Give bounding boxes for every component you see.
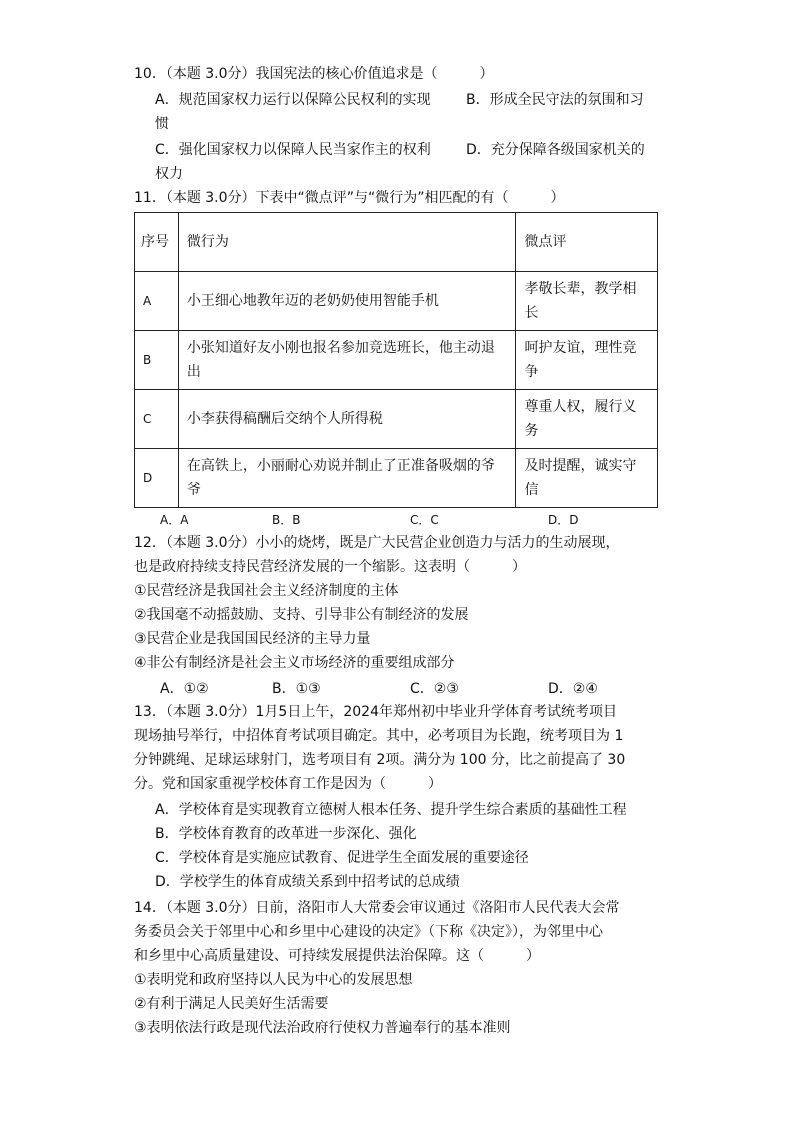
header-behavior: 微行为	[178, 213, 516, 272]
table-header-row	[135, 213, 658, 272]
q11-answer-c: C．C	[410, 513, 439, 527]
table-row	[135, 449, 658, 508]
row-id: B	[135, 331, 179, 390]
row-id: D	[135, 449, 179, 508]
q10-stem: 10．（本题 3.0分）我国宪法的核心价值追求是（ ）	[134, 66, 494, 82]
q12-item-3: ③民营企业是我国国民经济的主导力量	[134, 631, 371, 647]
q10-option-c: C．强化国家权力以保障人民当家作主的权利	[155, 142, 431, 158]
q11-answer-b: B．B	[272, 513, 301, 527]
q13-stem-line2: 现场抽号举行，中招体育考试项目确定。其中，必考项目为长跑，统考项目为 1	[134, 728, 624, 744]
q11-table	[134, 212, 658, 508]
q13-stem-line3: 分钟跳绳、足球运球射门，选考项目有 2项。满分为 100 分，比之前提高了 30	[134, 752, 626, 768]
header-index: 序号	[135, 213, 179, 272]
q14-stem-line3: 和乡里中心高质量建设、可持续发展提供法治保障。这（ ）	[134, 948, 540, 964]
q14-stem-line1: 14．（本题 3.0分）日前，洛阳市人大常委会审议通过《洛阳市人民代表大会常	[134, 900, 620, 916]
row-comment: 及时提醒，诚实守信	[516, 449, 658, 508]
q13-option-c: C．学校体育是实施应试教育、促进学生全面发展的重要途径	[155, 850, 529, 866]
row-comment: 呵护友谊，理性竞争	[516, 331, 658, 390]
header-comment: 微点评	[516, 213, 658, 272]
q12-item-1: ①民营经济是我国社会主义经济制度的主体	[134, 583, 399, 599]
q12-item-2: ②我国毫不动摇鼓励、支持、引导非公有制经济的发展	[134, 607, 469, 623]
q11-answer-d: D．D	[548, 513, 579, 527]
q10-option-b-wrap: 惯	[155, 116, 169, 132]
q14-item-3: ③表明依法行政是现代法治政府行使权力普遍奉行的基本准则	[134, 1020, 511, 1036]
table-row	[135, 272, 658, 331]
q12-stem-line1: 12．（本题 3.0分）小小的烧烤，既是广大民营企业创造力与活力的生动展现，	[134, 535, 620, 551]
row-behavior: 小李获得稿酬后交纳个人所得税	[178, 390, 516, 449]
q13-option-b: B．学校体育教育的改革进一步深化、强化	[155, 826, 417, 842]
q10-option-d-wrap: 权力	[155, 166, 183, 182]
row-behavior: 小张知道好友小刚也报名参加竞选班长，他主动退出	[178, 331, 516, 390]
q14-item-2: ②有利于满足人民美好生活需要	[134, 996, 329, 1012]
q13-option-a: A．学校体育是实现教育立德树人根本任务、提升学生综合素质的基础性工程	[155, 802, 627, 818]
q12-answer-a: A．①②	[160, 681, 209, 697]
q14-item-1: ①表明党和政府坚持以人民为中心的发展思想	[134, 972, 413, 988]
row-id: C	[135, 390, 179, 449]
q10-option-a: A．规范国家权力运行以保障公民权利的实现	[155, 92, 431, 108]
row-comment: 孝敬长辈，教学相长	[516, 272, 658, 331]
q13-stem-line1: 13．（本题 3.0分）1月5日上午，2024年郑州初中毕业升学体育考试统考项目	[134, 704, 617, 720]
q10-option-b: B．形成全民守法的氛围和习	[466, 92, 644, 108]
row-behavior: 在高铁上，小丽耐心劝说并制止了正准备吸烟的爷爷	[178, 449, 516, 508]
table-row	[135, 331, 658, 390]
row-comment: 尊重人权，履行义务	[516, 390, 658, 449]
q12-answer-b: B．①③	[272, 681, 321, 697]
table-row	[135, 390, 658, 449]
q12-stem-line2: 也是政府持续支持民营经济发展的一个缩影。这表明（ ）	[134, 559, 526, 575]
q13-stem-line4: 分。党和国家重视学校体育工作是因为（ ）	[134, 776, 442, 792]
q12-answer-c: C．②③	[410, 681, 459, 697]
q10-option-d: D．充分保障各级国家机关的	[466, 142, 645, 158]
q13-option-d: D．学校学生的体育成绩关系到中招考试的总成绩	[155, 874, 460, 890]
row-id: A	[135, 272, 179, 331]
q11-stem: 11．（本题 3.0分）下表中“微点评”与“微行为”相匹配的有（ ）	[134, 190, 565, 206]
q12-answer-d: D．②④	[548, 681, 598, 697]
q11-answer-a: A．A	[160, 513, 189, 527]
row-behavior: 小王细心地教年迈的老奶奶使用智能手机	[178, 272, 516, 331]
q14-stem-line2: 务委员会关于邻里中心和乡里中心建设的决定》（下称《决定》），为邻里中心	[134, 924, 603, 940]
q12-item-4: ④非公有制经济是社会主义市场经济的重要组成部分	[134, 655, 455, 671]
